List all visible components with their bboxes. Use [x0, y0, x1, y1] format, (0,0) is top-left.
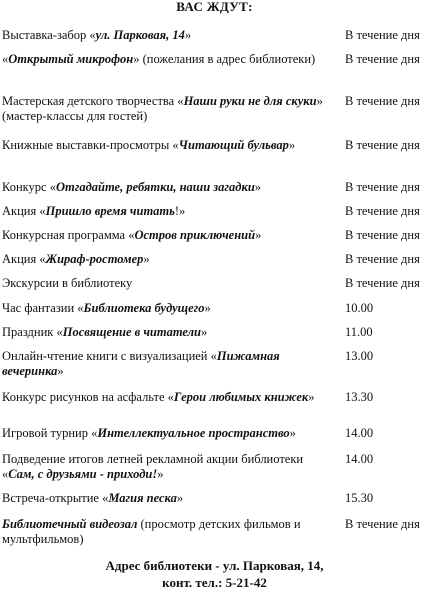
event-title — [2, 301, 338, 316]
event-text: Акция « — [2, 204, 46, 218]
event-time: В течение дня — [345, 94, 420, 108]
event-time: 13.00 — [345, 349, 374, 363]
event-text: » (мастер-классы для гостей) — [2, 94, 323, 123]
library-phone: конт. тел.: 5-21-42 — [162, 575, 267, 590]
event-name: Пижамная вечеринка — [2, 349, 280, 378]
library-contacts — [0, 557, 429, 591]
event-name: Сам, с друзьями - приходи! — [8, 467, 158, 481]
event-text: » — [176, 491, 184, 505]
event-title — [2, 94, 338, 124]
event-time: 13.30 — [345, 390, 374, 404]
event-time: В течение дня — [345, 252, 420, 266]
event-title — [2, 52, 338, 67]
event-time: В течение дня — [345, 28, 420, 42]
event-text: » — [288, 138, 296, 152]
event-name: Магия песка — [108, 491, 177, 505]
event-text: » — [184, 28, 192, 42]
event-time: В течение дня — [345, 517, 420, 531]
event-time: 14.00 — [345, 452, 374, 466]
event-time: 14.00 — [345, 426, 374, 440]
event-time: В течение дня — [345, 180, 420, 194]
event-time: В течение дня — [345, 138, 420, 152]
event-name: Герои любимых книжек — [173, 390, 309, 404]
event-time: В течение дня — [345, 204, 420, 218]
event-text: » — [57, 364, 64, 378]
event-title — [2, 517, 338, 547]
event-text: » — [204, 301, 211, 315]
event-name: Наши руки не для скуки — [183, 94, 317, 108]
library-address: Адрес библиотеки - ул. Парковая, 14, — [105, 558, 324, 573]
event-time: В течение дня — [345, 228, 420, 242]
event-time: В течение дня — [345, 52, 420, 66]
event-text: » — [289, 426, 296, 440]
event-name: Библиотечный видеозал — [2, 517, 138, 531]
event-text: » — [157, 467, 164, 481]
event-text: Час фантазии « — [2, 301, 84, 315]
event-text: « — [2, 52, 9, 66]
event-text: Подведение итогов летней рекламной акции библиотеки « — [2, 452, 304, 481]
event-text: » — [143, 252, 150, 266]
event-text: Выставка-забор « — [2, 28, 96, 42]
event-time: 15.30 — [345, 491, 374, 505]
event-text: Конкурс « — [2, 180, 56, 194]
event-title — [2, 28, 338, 43]
event-text: Встреча-открытие « — [2, 491, 109, 505]
event-text: !» — [174, 204, 186, 218]
event-text: Книжные выставки-просмотры « — [2, 138, 179, 152]
event-name: Жираф-ростомер — [45, 252, 144, 266]
event-title — [2, 452, 338, 482]
event-text: » — [201, 325, 208, 339]
event-name: ул. Парковая, 14 — [95, 28, 185, 42]
event-title — [2, 228, 338, 243]
event-name: Открытый микрофон — [8, 52, 134, 66]
event-title — [2, 491, 338, 506]
event-title — [2, 204, 338, 219]
event-name: Читающий бульвар — [178, 138, 289, 152]
event-title — [2, 325, 338, 340]
event-name: Посвящение в читатели — [62, 325, 201, 339]
event-title — [2, 180, 338, 195]
event-title — [2, 349, 338, 379]
event-title — [2, 426, 338, 441]
event-name: Интеллектуальное пространство — [97, 426, 290, 440]
event-text: Экскурсии в библиотеку — [2, 276, 133, 290]
event-name: Отгадайте, ребятки, наши загадки — [55, 180, 255, 194]
event-text: Мастерская детского творчества « — [2, 94, 184, 108]
event-name: Остров приключений — [134, 228, 256, 242]
event-title — [2, 252, 338, 267]
event-time: В течение дня — [345, 276, 420, 290]
event-title — [2, 276, 338, 291]
event-name: Пришло время читать — [45, 204, 175, 218]
event-text: » — [254, 180, 262, 194]
event-text: Праздник « — [2, 325, 63, 339]
page-heading: ВАС ЖДУТ: — [176, 0, 253, 14]
event-time: 10.00 — [345, 301, 374, 315]
event-title — [2, 138, 338, 153]
event-title — [2, 390, 338, 405]
event-text: Акция « — [2, 252, 46, 266]
event-time: 11.00 — [345, 325, 373, 339]
event-text: » (пожелания в адрес библиотеки) — [133, 52, 316, 66]
event-text: Конкурс рисунков на асфальте « — [2, 390, 174, 404]
event-text: Онлайн-чтение книги с визуализацией « — [2, 349, 217, 363]
event-text: Конкурсная программа « — [2, 228, 135, 242]
event-text: » — [255, 228, 262, 242]
event-text: (просмотр детских фильмов и мультфильмов) — [2, 517, 301, 546]
event-text: » — [308, 390, 315, 404]
event-name: Библиотека будущего — [83, 301, 205, 315]
event-text: Игровой турнир « — [2, 426, 98, 440]
